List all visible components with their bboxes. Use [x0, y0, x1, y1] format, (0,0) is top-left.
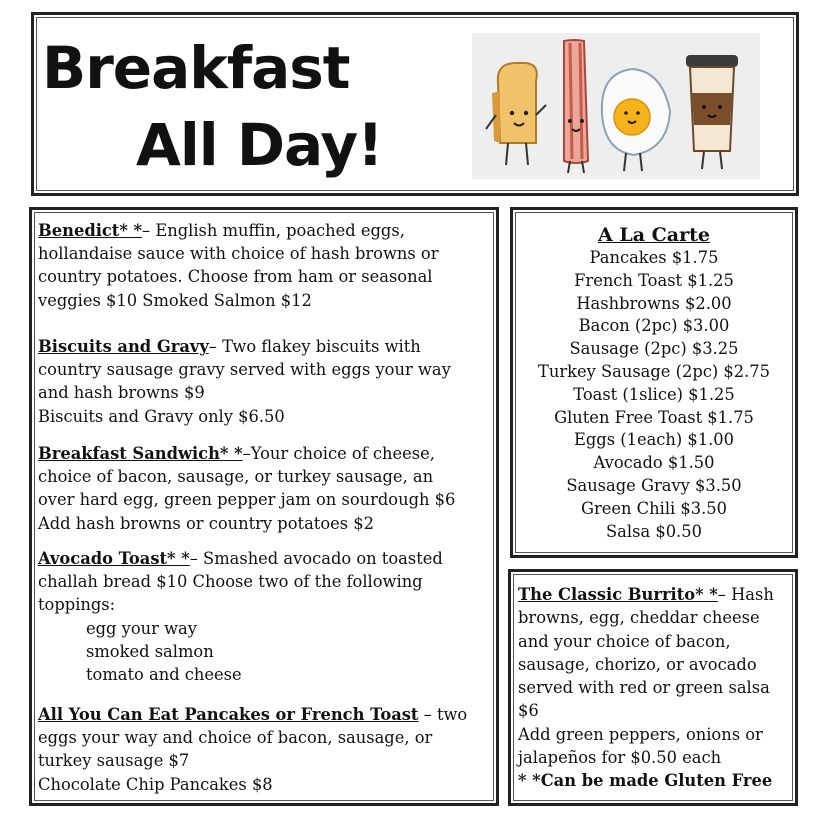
- avocado-topping: egg your way: [86, 618, 197, 638]
- benedict-section: [38, 219, 439, 312]
- sandwich-line-3: over hard egg, green pepper jam on sourdough $6: [38, 490, 456, 510]
- benedict-line-3: country potatoes. Choose from ham or seasonal: [38, 267, 433, 287]
- benedict-line-2: hollandaise sauce with choice of hash browns or: [38, 244, 439, 264]
- biscuits-section: [38, 335, 451, 428]
- toast-icon: [486, 63, 546, 165]
- burrito-line-3: and your choice of bacon,: [518, 631, 731, 651]
- title-line-2: All Day!: [136, 111, 383, 179]
- header-banner: [31, 12, 799, 196]
- avocado-line-1: – Smashed avocado on toasted: [189, 549, 443, 568]
- avocado-topping: smoked salmon: [86, 641, 214, 661]
- benedict-line-4: veggies $10 Smoked Salmon $12: [38, 290, 312, 310]
- avocado-topping: tomato and cheese: [86, 665, 242, 685]
- a-la-carte-item: Gluten Free Toast $1.75: [554, 407, 754, 427]
- burrito-line-4: sausage, chorizo, or avocado: [518, 654, 757, 674]
- a-la-carte-item: Eggs (1each) $1.00: [573, 430, 735, 450]
- burrito-box: [508, 569, 798, 806]
- a-la-carte-title: A La Carte: [598, 224, 710, 246]
- title-line-1: Breakfast: [42, 34, 350, 102]
- avocado-line-2: challah bread $10 Choose two of the following: [38, 572, 423, 592]
- biscuits-line-1: – Two flakey biscuits with: [208, 337, 421, 356]
- sandwich-title: Breakfast Sandwich: [38, 444, 220, 463]
- sandwich-line-2: choice of bacon, sausage, or turkey sausage, an: [38, 467, 434, 487]
- avocado-line-3: toppings:: [38, 595, 116, 615]
- a-la-carte-item: Salsa $0.50: [606, 521, 702, 541]
- a-la-carte-item: French Toast $1.25: [574, 270, 734, 290]
- burrito-line-2: browns, egg, cheddar cheese: [518, 608, 760, 628]
- bacon-icon: [564, 40, 588, 173]
- a-la-carte-item: Bacon (2pc) $3.00: [578, 316, 730, 336]
- a-la-carte-item: Turkey Sausage (2pc) $2.75: [537, 361, 771, 381]
- breakfast-characters-illustration: [472, 33, 760, 179]
- biscuits-line-3: and hash browns $9: [38, 383, 205, 403]
- benedict-title: Benedict: [38, 221, 120, 240]
- gluten-free-marks: * *: [518, 771, 541, 791]
- sandwich-line-1: –Your choice of cheese,: [242, 444, 435, 463]
- a-la-carte-item: Sausage Gravy $3.50: [566, 475, 742, 495]
- biscuits-title: Biscuits and Gravy: [38, 337, 209, 356]
- sandwich-marks: * *: [219, 444, 243, 463]
- burrito-line-8: jalapeños for $0.50 each: [518, 748, 722, 768]
- pancakes-section: [38, 703, 467, 796]
- a-la-carte-item: Green Chili $3.50: [580, 498, 728, 518]
- avocado-section: [38, 547, 443, 686]
- pancakes-line-1: – two: [418, 705, 468, 724]
- biscuits-line-2: country sausage gravy served with eggs your way: [38, 360, 451, 380]
- burrito-line-6: $6: [518, 701, 539, 721]
- gluten-free-note: Can be made Gluten Free: [540, 771, 773, 791]
- burrito-title: The Classic Burrito: [518, 585, 696, 604]
- main-menu-box: [29, 207, 499, 806]
- a-la-carte-item: Toast (1slice) $1.25: [573, 384, 735, 404]
- a-la-carte-box: [510, 207, 798, 558]
- pancakes-title: All You Can Eat Pancakes or French Toast: [38, 705, 419, 724]
- a-la-carte-item: Hashbrowns $2.00: [576, 293, 732, 313]
- benedict-line-1: – English muffin, poached eggs,: [142, 221, 405, 240]
- a-la-carte-item: Avocado $1.50: [593, 453, 715, 473]
- burrito-line-5: served with red or green salsa: [518, 678, 770, 698]
- coffee-cup-icon: [686, 55, 738, 169]
- a-la-carte-item: Pancakes $1.75: [589, 248, 719, 267]
- sandwich-section: [38, 442, 455, 535]
- avocado-title: Avocado Toast: [38, 549, 168, 568]
- burrito-marks: * *: [695, 585, 718, 604]
- burrito-line-7: Add green peppers, onions or: [518, 724, 763, 744]
- pancakes-line-4: Chocolate Chip Pancakes $8: [38, 774, 273, 794]
- a-la-carte-item: Sausage (2pc) $3.25: [569, 339, 739, 359]
- avocado-marks: * *: [167, 549, 190, 568]
- burrito-line-1: – Hash: [717, 585, 774, 604]
- benedict-marks: * *: [119, 221, 143, 240]
- biscuits-line-4: Biscuits and Gravy only $6.50: [38, 406, 285, 426]
- sandwich-line-4: Add hash browns or country potatoes $2: [38, 513, 374, 533]
- pancakes-line-2: eggs your way and choice of bacon, sausage, or: [38, 728, 433, 748]
- burrito-section: [518, 583, 774, 793]
- pancakes-line-3: turkey sausage $7: [38, 751, 190, 771]
- fried-egg-icon: [602, 69, 670, 171]
- a-la-carte-list: [513, 223, 795, 543]
